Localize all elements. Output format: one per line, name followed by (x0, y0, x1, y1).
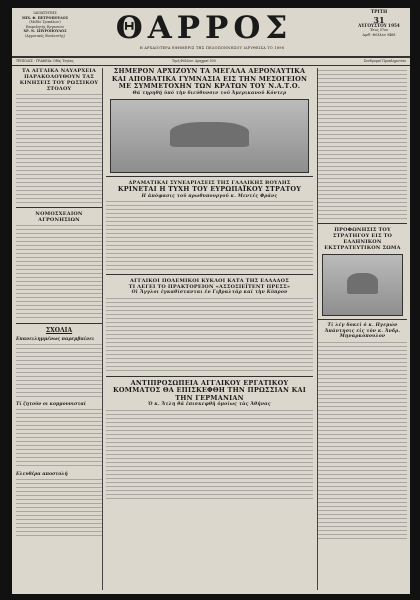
divider (106, 274, 313, 275)
article-text (318, 342, 407, 542)
subheadline-reply: Ἀπάντησις εἰς τὸν κ. Ἀνδρ. Μηναρκόπουλον (324, 328, 401, 339)
headline-navy: ΤΑ ΑΓΓΛΙΚΑ ΝΑΥΑΡΧΕΙΑ ΠΑΡΑΚΟΛΟΥΘΟΥΝ ΤΑΣ ΚΙΝΗΣΕΙΣ ΤΟΥ ΡΩΣΣΙΚΟΥ ΣΤΟΛΟΥ (19, 68, 99, 92)
headline-british: ΑΓΓΛΙΚΟΙ ΠΟΛΕΜΙΚΟΙ ΚΥΚΛΟΙ ΚΑΤΑ ΤΗΣ ΕΛΛΑΔΟΣ (130, 278, 289, 284)
issue-number: Αριθ. Φύλλου 9468 (362, 32, 396, 37)
divider (16, 207, 102, 208)
masthead (12, 8, 410, 58)
article-text (16, 479, 102, 539)
right-column (317, 68, 407, 590)
month-year: ΑΥΓΟΥΣΤΟΥ 1954 (358, 22, 400, 28)
subscription-note: Συνδρομαί Προπληρωτέαι (363, 59, 406, 63)
headline-labour: ΑΝΤΙΠΡΟΣΩΠΕΙΑ ΑΓΓΛΙΚΟΥ ΕΡΓΑΤΙΚΟΥ ΚΟΜΜΑΤΟΣ ΘΑ ΕΠΙΣΚΕΦΘΗ ΤΗΝ ΠΡΩΣΣΙΑΝ ΚΑΙ ΤΗΝ ΓΕΡΜΑΝΙΑΝ (113, 378, 306, 402)
publisher-line: Επιμελητής Εργασιών (25, 24, 65, 29)
article-text (106, 201, 313, 271)
info-bar (12, 58, 410, 66)
newspaper-logo: ΘΑΡΡΟΣ (115, 10, 293, 46)
day-number: 31 (373, 14, 385, 25)
publisher-line: ΙΔΙΟΚΤΗΤΗΣ (33, 11, 57, 15)
article-text (16, 94, 102, 204)
price: Τιμή Φύλλου: Δραχμαί 500 (172, 59, 216, 63)
newspaper-page (12, 8, 410, 594)
divider (318, 319, 407, 320)
publisher-line: (Αγροτικός Βουλευτής) (25, 33, 65, 38)
divider (16, 323, 102, 324)
headline-french: ΔΡΑΜΑΤΙΚΑΙ ΣΥΝΕΔΡΙΑΣΕΙΣ ΤΗΣ ΓΑΛΛΙΚΗΣ ΒΟΥΛΗΣ (128, 180, 291, 186)
subheadline-labour: Ὁ κ. Ἄτλη θά ἐπισκεφθῆ ὁμοίως τὰς Ἀθήνας (148, 402, 271, 407)
headline-army: ΚΡΙΝΕΤΑΙ Η ΤΥΧΗ ΤΟΥ ΕΥΡΩΠΑΪΚΟΥ ΣΤΡΑΤΟΥ (117, 185, 302, 193)
subheadline-agency: Οἱ Ἄγγλοι ἐγκαθίστανται ἐν Γιβραλτάρ καί τὴν Κύπρον (131, 290, 288, 295)
left-column (16, 68, 103, 590)
lead-photo (110, 99, 309, 173)
divider (318, 223, 407, 224)
divider (106, 376, 313, 377)
side-photo (322, 254, 403, 316)
headline-agency: ΤΙ ΛΕΓΕΙ ΤΟ ΠΡΑΚΤΟΡΕΙΟΝ «ΑΣΣΟΣΙΕΪΤΕΝΤ ΠΡΕΣΣ» (128, 284, 291, 290)
article-text (16, 344, 102, 399)
subheadline-army: Η ἀπόφασις τοῦ πρωθυπουργοῦ κ. Μεντές Φράνς (141, 193, 278, 199)
notes-title: ΣΧΟΛΙΑ (45, 327, 73, 334)
article-text (318, 70, 407, 220)
article-text (16, 409, 102, 469)
lead-headline: ΣΗΜΕΡΟΝ ΑΡΧΙΖΟΥΝ ΤΑ ΜΕΓΑΛΑ ΑΕΡΟΝΑΥΤΙΚΑ ΚΑΙ ΑΠΟΒΑΤΙΚΑ ΓΥΜΝΑΣΙΑ ΕΙΣ ΤΗΝ ΜΕΣΟΓΕΙΟΝ ΜΕ ΣΥΜΜΕΤΟΧΗΝ ΤΩΝ ΚΡΑΤΩΝ ΤΟΥ Ν.Α.Τ.Ο. (111, 68, 308, 90)
weekday: ΤΡΙΤΗ (370, 10, 388, 15)
headline-address: ΠΡΟΦΩΝΗΣΙΣ ΤΟΥ ΣΤΡΑΤΗΓΟΥ ΕΙΣ ΤΟ ΕΛΛΗΝΙΚΟΝ ΕΚΣΤΡΑΤΕΥΤΙΚΟΝ ΣΩΜΑ (324, 227, 401, 251)
note-heading: Επανειλημμένως παρεμβαίνει (16, 337, 95, 342)
publisher-box (16, 11, 74, 39)
office-address: ΤΡΙΠΟΛΙΣ - ΓΡΑΦΕΙΑ: Οδός Τεγέας (16, 59, 74, 63)
middle-column (106, 68, 313, 590)
publisher-line: (Μεδίο Τρικάλων) (29, 20, 61, 25)
issue-year: Έτος 57ον (369, 28, 389, 33)
divider (106, 176, 313, 177)
publisher-line: ΧΡ. Ν. ΣΠΥΡΟΠΟΥΛΟΣ (23, 29, 67, 34)
publisher-line: ΜΙΧ. Φ. ΠΕΤΡΟΠΟΥΛΟΣ (21, 15, 68, 20)
date-box (352, 11, 406, 37)
note-heading: Τί ζητούν οι κομμουνισταί (16, 402, 86, 407)
article-text (106, 298, 313, 373)
lead-subheadline: Θά τηρηθή ὑπό τὴν διεύθυνσιν τοῦ Ἀμερικανοῦ Κόντερ (132, 90, 287, 96)
masthead-subtitle: Η ΑΡΧΑΙΟΤΕΡΑ ΕΦΗΜΕΡΙΣ ΤΗΣ ΠΕΛΟΠΟΝΝΗΣΟΥ ΙΔΡΥΘΕΙΣΑ ΤΟ 1898 (139, 46, 285, 50)
headline-reply: Τί λέγ δοκεῖ ὁ κ. Ηγεμών (327, 323, 398, 328)
article-text (16, 225, 102, 320)
article-text (106, 410, 313, 500)
note-heading: Ελευθέρα αποστολή (16, 472, 68, 477)
headline-bill: ΝΟΜΟΣΧΕΔΙΟΝ ΑΓΡΟΝΗΣΙΩΝ (35, 211, 83, 223)
